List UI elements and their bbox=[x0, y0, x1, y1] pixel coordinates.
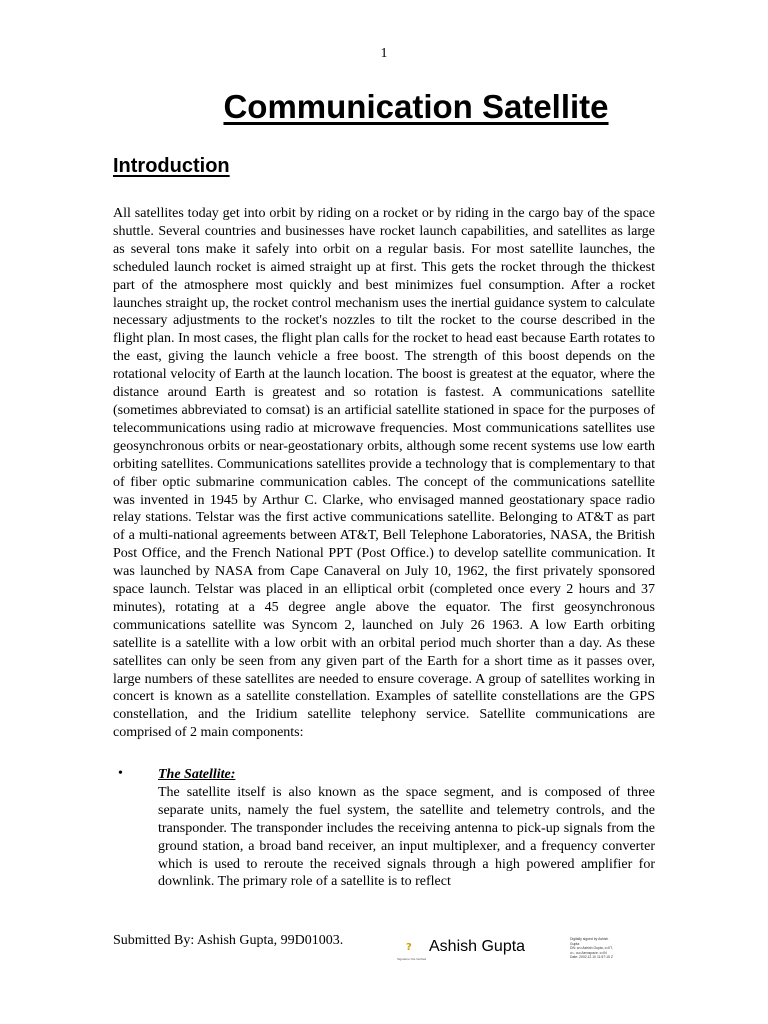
section-heading-introduction: Introduction bbox=[113, 155, 230, 177]
digital-signature bbox=[397, 938, 567, 968]
document-title: Communication Satellite bbox=[223, 88, 609, 125]
signature-caption: Signature Not Verified bbox=[397, 957, 427, 961]
signature-detail-line: Gupta bbox=[570, 941, 580, 946]
bullet-text: The satellite itself is also known as the space segment, and is composed of three separate units, namely the fuel system, the satellite and telemetry controls, and the transponder. The transponder includes the receiving antenna to pick-up signals from the ground station, a broad band receiver, an input multiplexer, and a frequency converter which is used to reroute the received signals through a high powered amplifier for downlink. The primary role of a satellite is to reflect bbox=[158, 784, 655, 890]
footer-submitted-by: Submitted By: Ashish Gupta, 99D01003. bbox=[113, 933, 344, 948]
bullet-list-item bbox=[113, 766, 655, 891]
bullet-marker: • bbox=[118, 766, 123, 781]
signature-detail-line: o=, ou=Aerospace, c=IN bbox=[570, 950, 607, 955]
page-number: 1 bbox=[380, 46, 388, 61]
signature-detail-line: Digitally signed by Ashish bbox=[570, 937, 609, 941]
signature-detail-line: Date: 2002.12.10 11:57:15 Z bbox=[570, 955, 613, 960]
question-mark-icon: ? bbox=[406, 942, 412, 953]
signature-details bbox=[570, 937, 640, 960]
bullet-title: The Satellite: bbox=[158, 767, 236, 782]
signature-name: Ashish Gupta bbox=[429, 938, 526, 955]
signature-detail-line: DN: cn=Ashish Gupta, c=IIT, bbox=[570, 946, 613, 951]
intro-paragraph: All satellites today get into orbit by riding on a rocket or by riding in the cargo bay of the space shuttle. Several countries and businesses have rocket launch capabilities, and satellites as large as several tons make it safely into orbit on a regular basis. For most satellite launches, the scheduled launch rocket is aimed straight up at first. This gets the rocket through the thickest part of the atmosphere most quickly and best minimizes fuel consumption. After a rocket launches straight up, the rocket control mechanism uses the inertial guidance system to calculate necessary adjustments to the rocket's nozzles to tilt the rocket to the course described in the flight plan. In most cases, the flight plan calls for the rocket to head east because Earth rotates to the east, giving the launch vehicle a free boost. The strength of this boost depends on the rotational velocity of Earth at the launch location. The boost is greatest at the equator, where the distance around Earth is greatest and so rotation is fastest. A communications satellite (sometimes abbreviated to comsat) is an artificial satellite stationed in space for the purposes of telecommunications using radio at microwave frequencies. Most communications satellites use geosynchronous orbits or near-geostationary orbits, although some recent systems use low earth orbiting satellites. Communications satellites provide a technology that is complementary to that of fiber optic submarine communication cables. The concept of the communications satellite was invented in 1945 by Arthur C. Clarke, who envisaged manned geostationary space radio relay stations. Telstar was the first active communications satellite. Belonging to AT&T as part of a multi-national agreements between AT&T, Bell Telephone Laboratories, NASA, the British Post Office, and the French National PPT (Post Office.) to develop satellite communication. It was launched by NASA from Cape Canaveral on July 10, 1962, the first privately sponsored space launch. Telstar was placed in an elliptical orbit (completed once every 2 hours and 37 minutes), rotating at a 45 degree angle above the equator. The first geosynchronous communications satellite was Syncom 2, launched on July 26 1963. A low Earth orbiting satellite is a satellite with a low orbit with an orbital period much shorter than a day. As these satellites can only be seen from any given part of the Earth for a short time as it passes over, large numbers of these satellites are needed to ensure coverage. A group of satellites working in concert is known as a satellite constellation. Examples of satellite constellations are the GPS constellation, and the Iridium satellite telephony service. Satellite communications are comprised of 2 main components: bbox=[113, 206, 655, 741]
bullet-content bbox=[158, 766, 655, 891]
